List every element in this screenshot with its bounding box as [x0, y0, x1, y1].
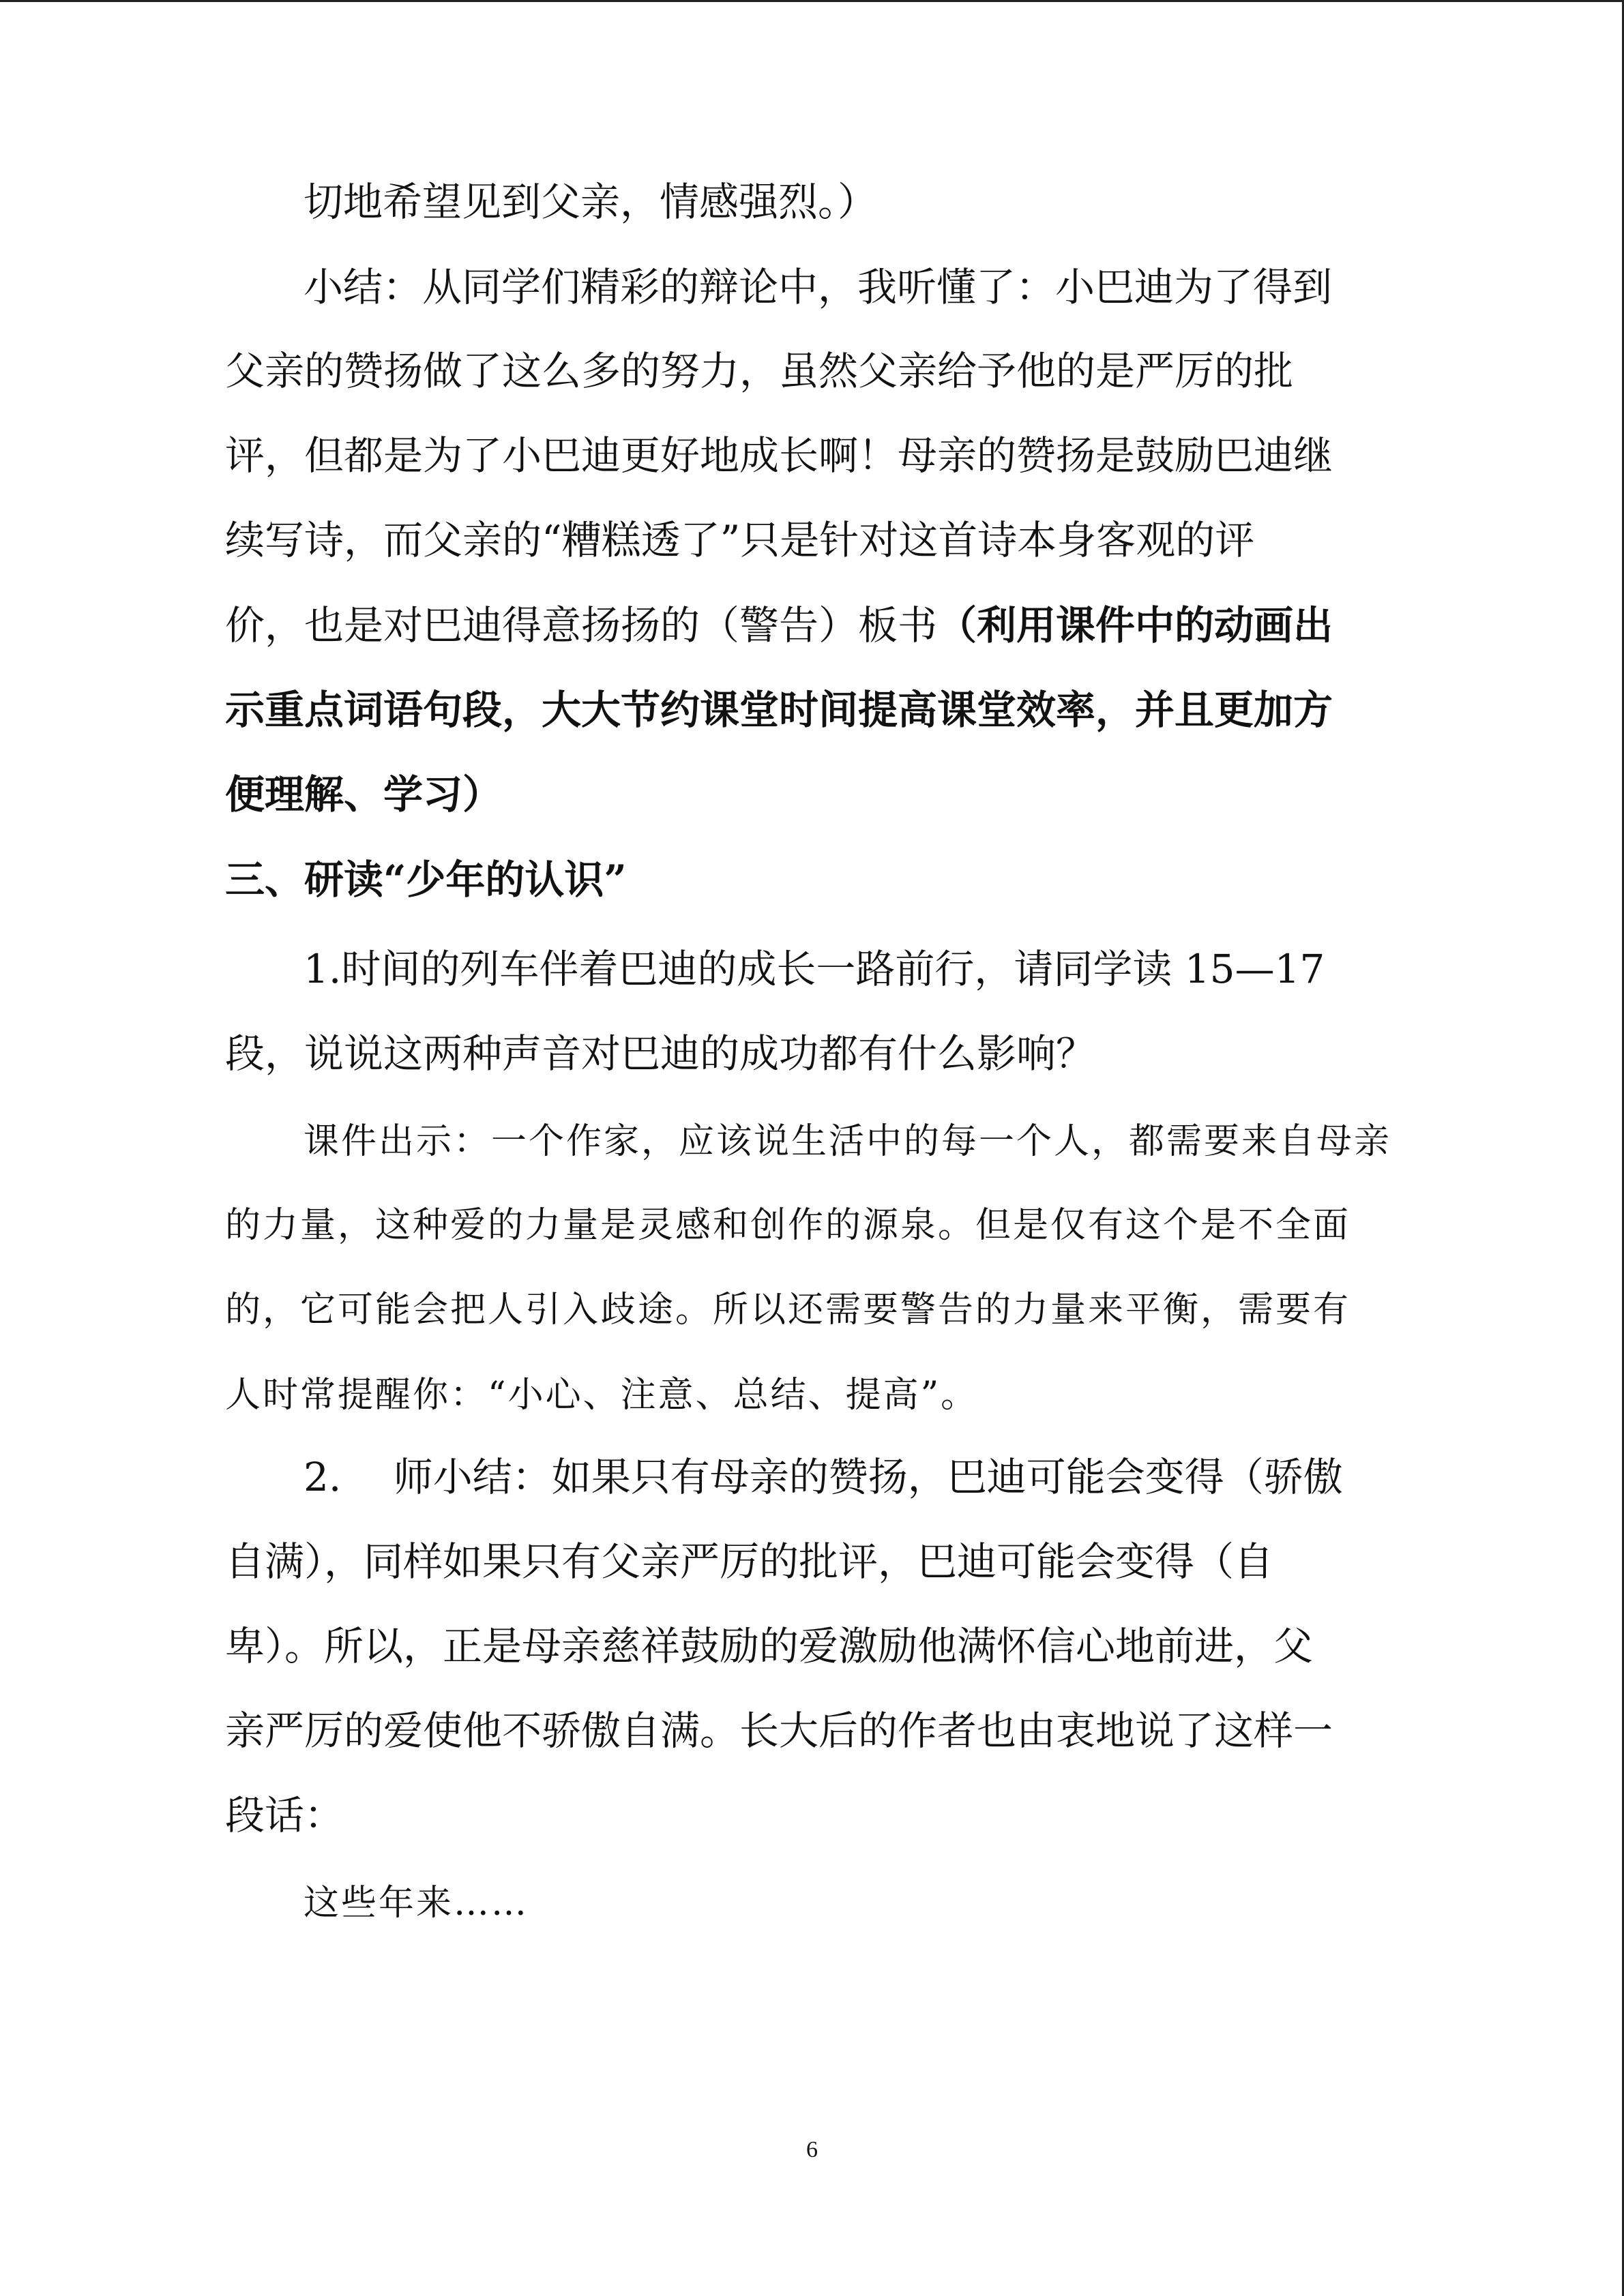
text-line: 评，但都是为了小巴迪更好地成长啊！母亲的赞扬是鼓励巴迪继: [225, 432, 1333, 479]
courseware-line: 课件出示：一个作家，应该说生活中的每一个人，都需要来自母亲: [304, 1121, 1392, 1162]
text-line: 自满），同样如果只有父亲严厉的批评，巴迪可能会变得（自: [225, 1538, 1274, 1585]
text-line: 卑）。所以，正是母亲慈祥鼓励的爱激励他满怀信心地前进，父: [225, 1623, 1314, 1669]
text-line: 切地希望见到父亲，情感强烈。）: [304, 179, 878, 225]
text-line-bold: 便理解、学习）: [225, 771, 503, 818]
text-line: 父亲的赞扬做了这么多的努力，虽然父亲给予他的是严厉的批: [225, 348, 1294, 394]
text-line: [225, 598, 1398, 653]
page-border-top: [0, 0, 1624, 2]
text-line: 2. 师小结：如果只有母亲的赞扬，巴迪可能会变得（骄傲: [304, 1454, 1343, 1500]
section-heading: 三、研读“少年的认识”: [225, 856, 627, 903]
text-line: 小结：从同学们精彩的辩论中，我听懂了：小巴迪为了得到: [304, 264, 1333, 310]
text-line: 1.时间的列车伴着巴迪的成长一路前行，请同学读 15—17: [304, 946, 1325, 992]
courseware-line: 的力量，这种爱的力量是灵感和创作的源泉。但是仅有这个是不全面: [225, 1205, 1351, 1246]
courseware-line: 人时常提醒你：“小心、注意、总结、提高”。: [225, 1375, 979, 1416]
text-line-bold: 示重点词语句段，大大节约课堂时间提高课堂效率，并且更加方: [225, 687, 1333, 733]
text-line: 这些年来……: [304, 1883, 529, 1924]
page-number: 6: [806, 2137, 818, 2162]
text-line-normal: 价，也是对巴迪得意扬扬的（警告）板书: [225, 602, 938, 648]
text-line: 段，说说这两种声音对巴迪的成功都有什么影响？: [225, 1030, 1096, 1077]
text-line: 续写诗，而父亲的“糟糕透了”只是针对这首诗本身客观的评: [225, 517, 1255, 563]
text-line: 亲严厉的爱使他不骄傲自满。长大后的作者也由衷地说了这样一: [225, 1708, 1333, 1754]
text-line: 段话：: [225, 1792, 344, 1838]
courseware-line: 的，它可能会把人引入歧途。所以还需要警告的力量来平衡，需要有: [225, 1289, 1351, 1330]
text-line-bold: （利用课件中的动画出: [937, 602, 1333, 648]
